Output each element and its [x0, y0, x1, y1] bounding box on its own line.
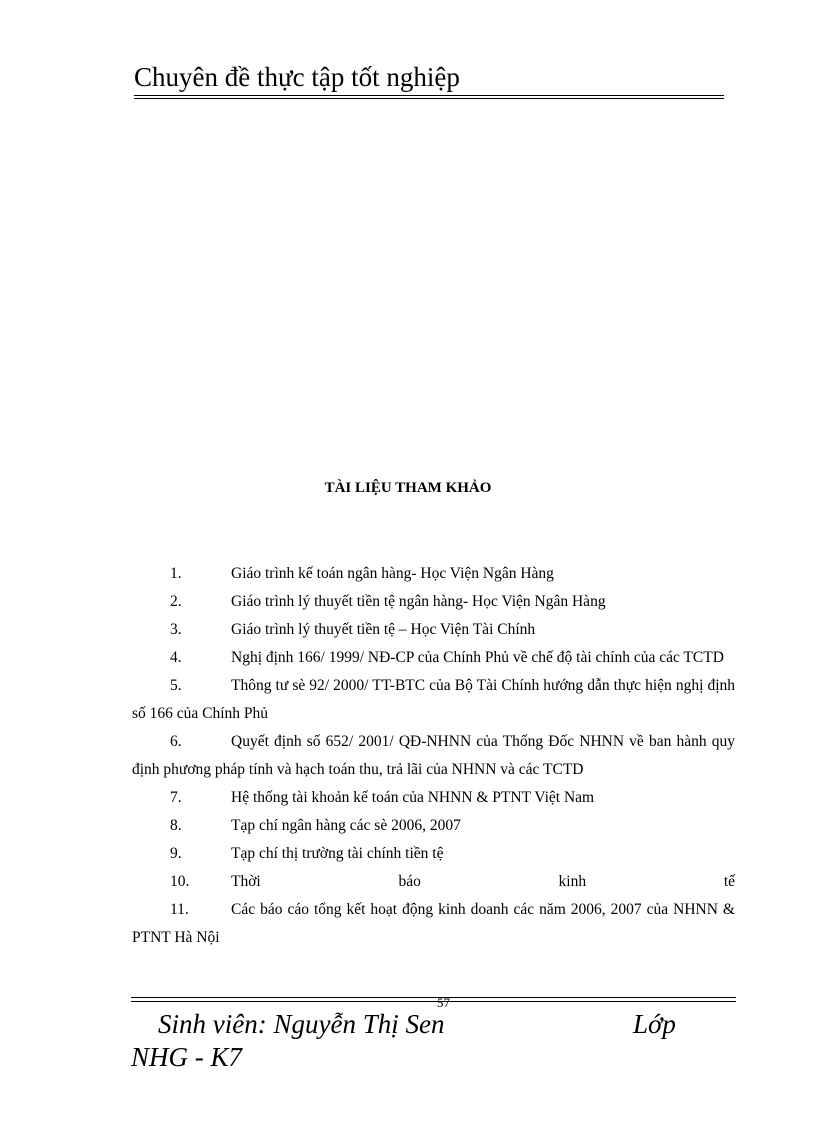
reference-number: 10. — [170, 873, 190, 890]
reference-number: 3. — [170, 621, 182, 638]
reference-item — [132, 868, 735, 896]
reference-item — [132, 560, 735, 588]
reference-item — [132, 728, 735, 784]
reference-number: 5. — [170, 677, 182, 694]
reference-item — [132, 784, 735, 812]
reference-item — [132, 644, 735, 672]
reference-number: 4. — [170, 649, 182, 666]
reference-text: Giáo trình lý thuyết tiền tệ ngân hàng- Học Viện Ngân Hàng — [231, 593, 606, 610]
header-rule-bottom — [134, 98, 724, 99]
reference-item — [132, 616, 735, 644]
reference-number: 7. — [170, 789, 182, 806]
reference-text: Các báo cáo tổng kết hoạt động kinh doanh các năm 2006, 2007 của NHNN & PTNT Hà Nội — [132, 901, 735, 946]
header-title: Chuyên đề thực tập tốt nghiệp — [134, 62, 460, 92]
footer-student-line — [158, 1008, 688, 1040]
reference-number: 2. — [170, 593, 182, 610]
reference-text: Quyết định số 652/ 2001/ QĐ-NHNN của Thống Đốc NHNN về ban hành quy định phương pháp tính và hạch toán thu, trả lãi của NHNN và các TCTD — [132, 733, 735, 778]
footer-rule-bottom — [131, 1001, 736, 1002]
footer-rule-top — [131, 997, 736, 998]
reference-number: 1. — [170, 565, 182, 582]
reference-text: Nghị định 166/ 1999/ NĐ-CP của Chính Phủ về chế độ tài chính của các TCTD — [231, 649, 724, 666]
reference-number: 11. — [170, 901, 189, 918]
reference-number: 8. — [170, 817, 182, 834]
reference-text: Giáo trình lý thuyết tiền tệ – Học Viện Tài Chính — [231, 621, 536, 638]
reference-item — [132, 896, 735, 952]
header-rule-top — [134, 95, 724, 96]
reference-text: Tạp chí ngân hàng các sè 2006, 2007 — [231, 817, 461, 834]
reference-item — [132, 812, 735, 840]
reference-text: Thông tư sè 92/ 2000/ TT-BTC của Bộ Tài Chính hướng dẫn thực hiện nghị định số 166 của Chính Phủ — [132, 677, 735, 722]
reference-number: 9. — [170, 845, 182, 862]
footer-class-name: NHG - K7 — [131, 1042, 243, 1072]
references-heading: TÀI LIỆU THAM KHẢO — [324, 480, 492, 496]
reference-text: Thời báo kinh tế — [231, 873, 735, 890]
reference-number: 6. — [170, 733, 182, 750]
reference-text: Tạp chí thị trường tài chính tiền tệ — [231, 845, 444, 862]
reference-item — [132, 588, 735, 616]
footer-class-label: Lớp — [633, 1009, 676, 1039]
reference-item — [132, 672, 735, 728]
reference-list — [132, 560, 735, 952]
reference-item — [132, 840, 735, 868]
page-number: 57 — [437, 995, 450, 1010]
reference-text: Hệ thống tài khoản kế toán của NHNN & PTNT Việt Nam — [231, 789, 595, 806]
footer-student: Sinh viên: Nguyễn Thị Sen — [158, 1009, 445, 1039]
reference-text: Giáo trình kế toán ngân hàng- Học Viện Ngân Hàng — [231, 565, 554, 582]
